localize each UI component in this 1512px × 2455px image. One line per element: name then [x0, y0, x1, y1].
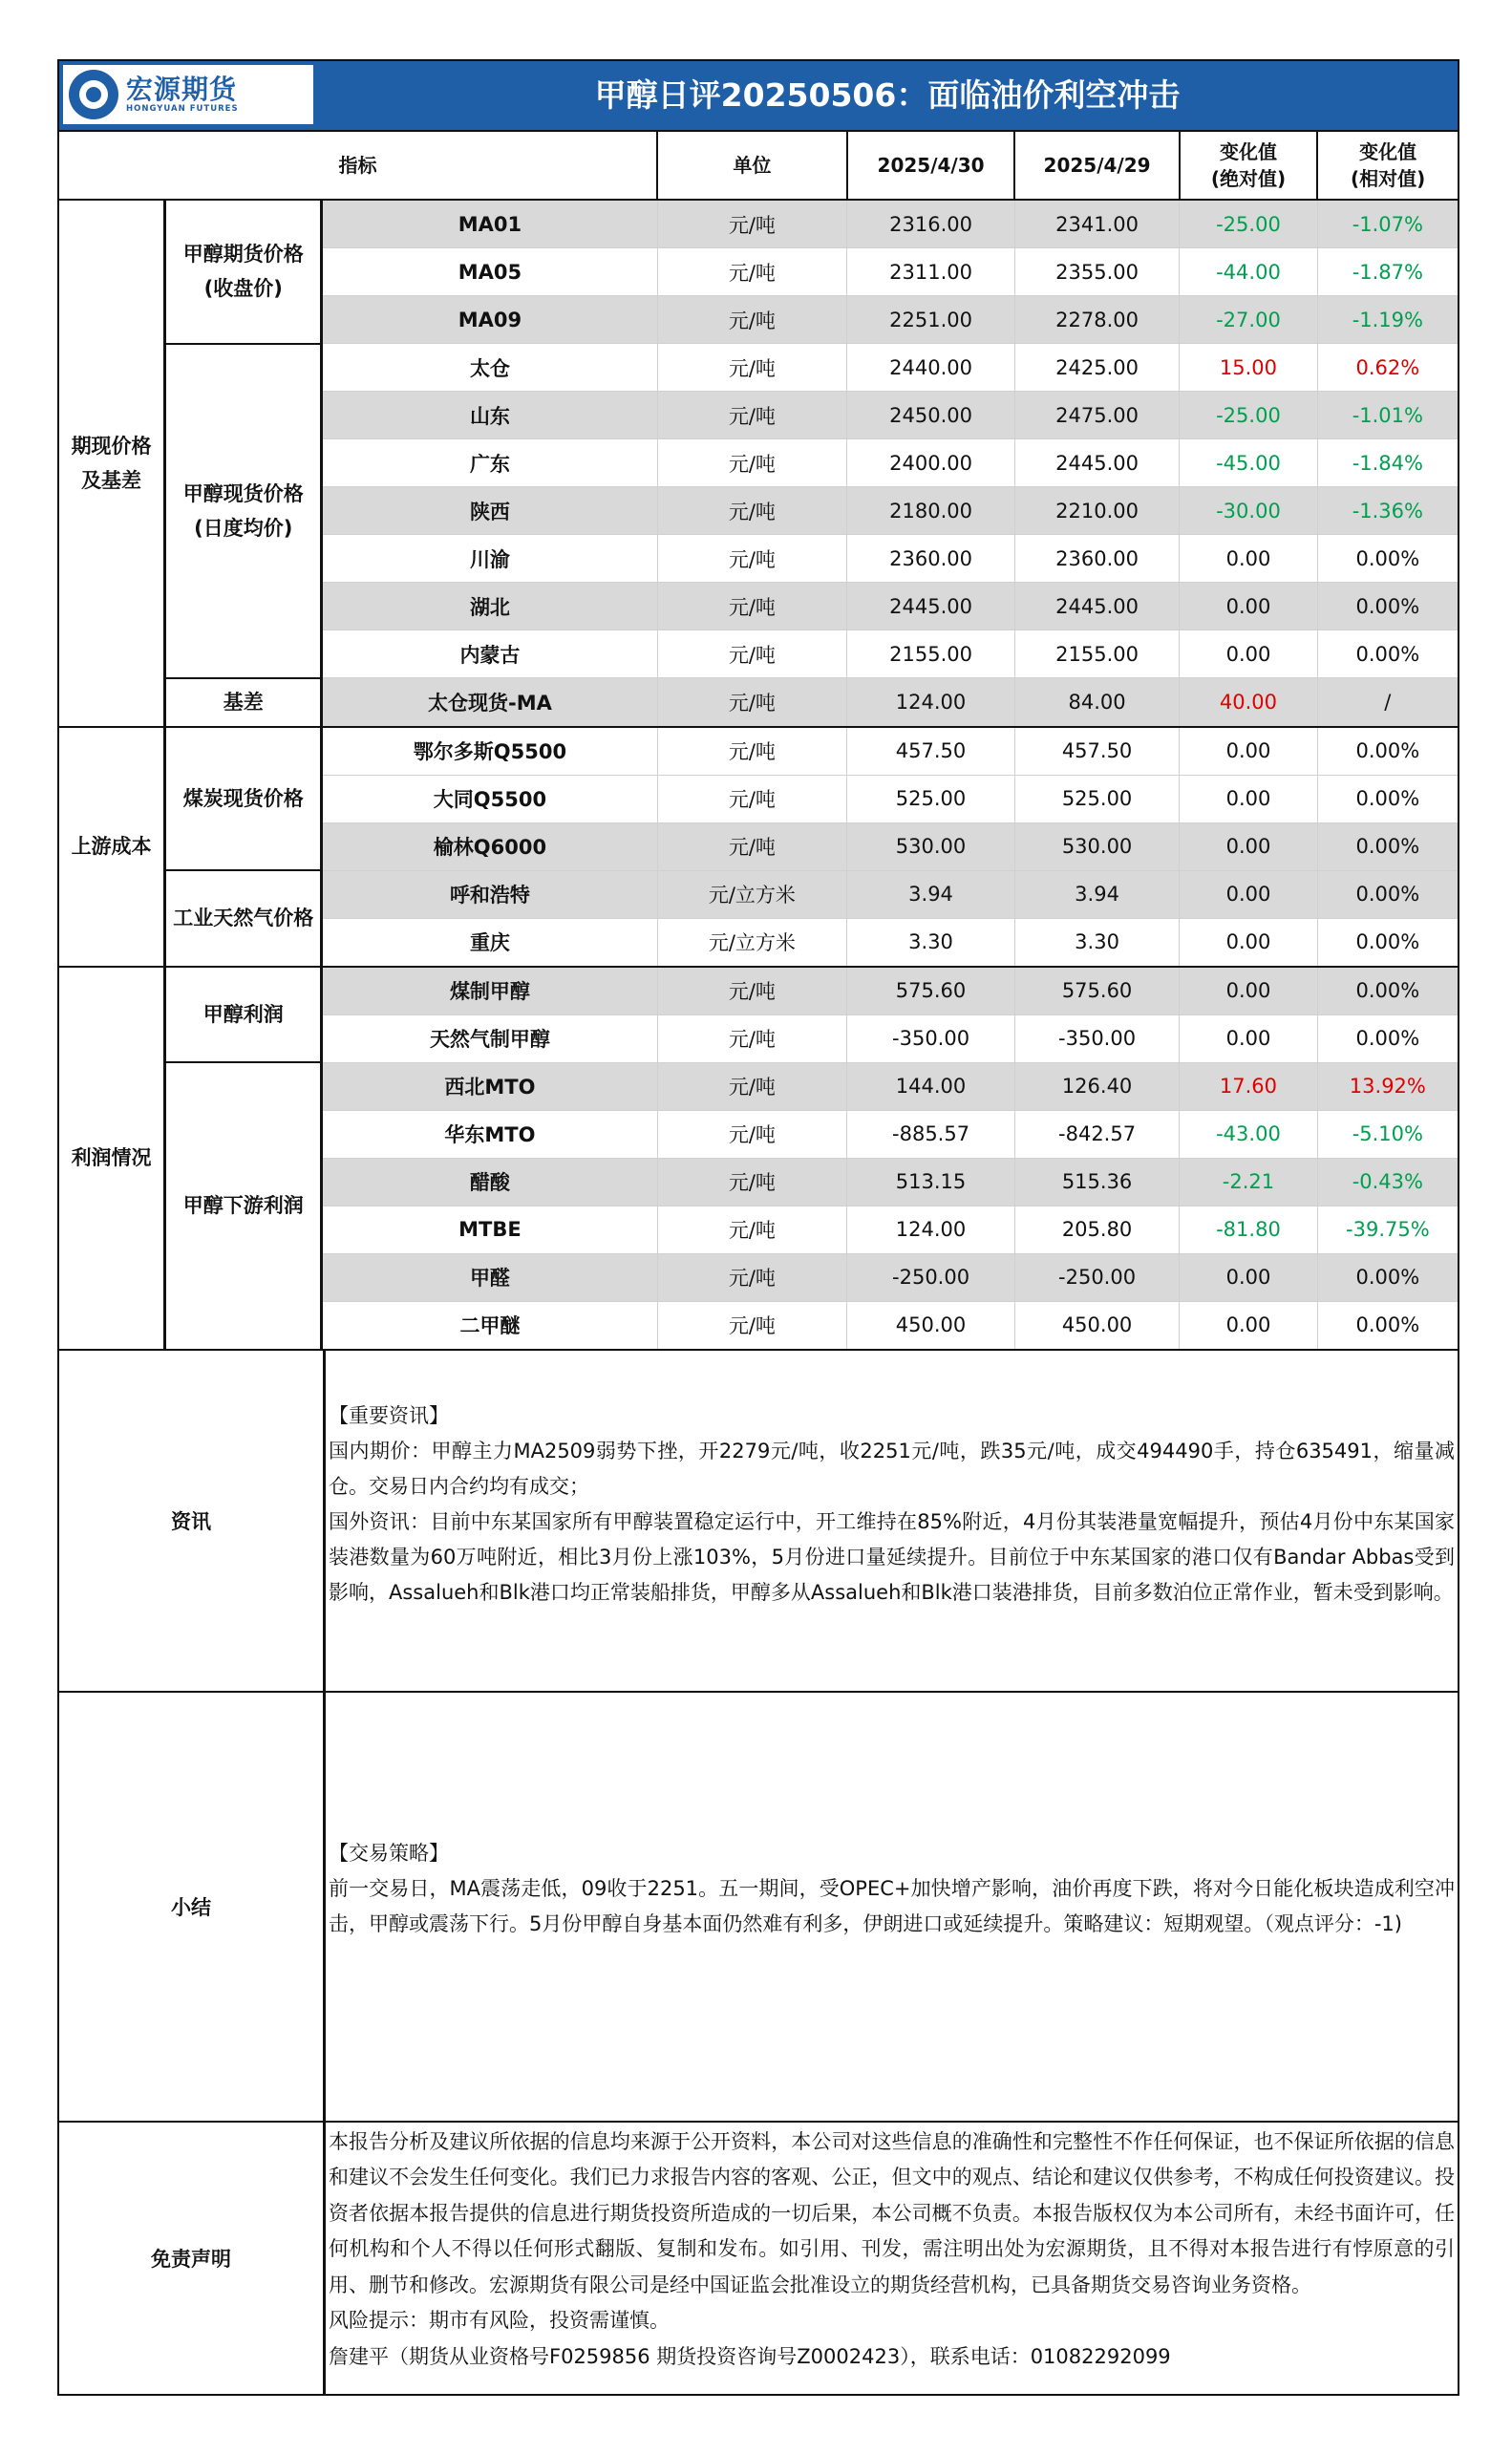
value-date2: 84.00 [1014, 678, 1179, 727]
unit-cell: 元/吨 [657, 487, 847, 535]
value-date2: -350.00 [1014, 1014, 1179, 1062]
table-row [58, 1062, 1459, 1110]
change-abs: 0.00 [1180, 535, 1317, 583]
indicator-name: 重庆 [322, 918, 657, 967]
logo-cn: 宏源期货 [126, 74, 238, 105]
summary-section [57, 1693, 1459, 2123]
change-abs: 0.00 [1180, 1014, 1317, 1062]
value-date2: -250.00 [1014, 1253, 1179, 1301]
indicator-name: 山东 [322, 392, 657, 439]
change-rel: -1.87% [1317, 248, 1459, 296]
table-row [58, 200, 1459, 248]
value-date2: 450.00 [1014, 1301, 1179, 1350]
change-abs: 0.00 [1180, 1301, 1317, 1350]
unit-cell: 元/吨 [657, 1301, 847, 1350]
indicator-name: 榆林Q6000 [322, 822, 657, 870]
unit-cell: 元/吨 [657, 1158, 847, 1206]
indicator-name: MTBE [322, 1206, 657, 1253]
change-abs: 15.00 [1180, 344, 1317, 392]
change-rel: 0.00% [1317, 918, 1459, 967]
indicator-name: 鄂尔多斯Q5500 [322, 727, 657, 776]
change-rel: -5.10% [1317, 1110, 1459, 1158]
change-rel: 0.00% [1317, 967, 1459, 1015]
news-heading: 【重要资讯】 [329, 1403, 449, 1427]
value-date1: 2251.00 [847, 296, 1015, 344]
value-date1: 3.30 [847, 918, 1015, 967]
change-rel: 0.00% [1317, 630, 1459, 678]
summary-text: 前一交易日，MA震荡走低，09收于2251。五一期间，受OPEC+加快增产影响，油价再度下跌，将对今日能化板块造成利空冲击，甲醇或震荡下行。5月份甲醇自身基本面仍然难有利多，伊朗进口或延续提升。策略建议：短期观望。（观点评分：-1) [329, 1876, 1455, 1935]
risk-warning: 风险提示：期市有风险，投资需谨慎。 [329, 2309, 670, 2332]
indicator-name: 湖北 [322, 583, 657, 630]
logo-mark-icon [69, 70, 118, 119]
subgroup-cell: 煤炭现货价格 [165, 727, 322, 871]
change-abs: -27.00 [1180, 296, 1317, 344]
change-abs: -45.00 [1180, 439, 1317, 487]
change-abs: -43.00 [1180, 1110, 1317, 1158]
unit-cell: 元/立方米 [657, 870, 847, 918]
change-rel: 13.92% [1317, 1062, 1459, 1110]
value-date1: 124.00 [847, 1206, 1015, 1253]
table-row [58, 727, 1459, 776]
change-rel: -1.84% [1317, 439, 1459, 487]
change-abs: -2.21 [1180, 1158, 1317, 1206]
indicator-name: 太仓 [322, 344, 657, 392]
unit-cell: 元/吨 [657, 630, 847, 678]
value-date1: 513.15 [847, 1158, 1015, 1206]
indicator-name: MA05 [322, 248, 657, 296]
value-date2: 2445.00 [1014, 439, 1179, 487]
unit-cell: 元/吨 [657, 344, 847, 392]
disclaimer-label: 免责声明 [59, 2123, 326, 2394]
value-date2: 2210.00 [1014, 487, 1179, 535]
change-rel: 0.00% [1317, 1014, 1459, 1062]
change-rel: -1.01% [1317, 392, 1459, 439]
report-header [57, 59, 1459, 130]
value-date1: 530.00 [847, 822, 1015, 870]
col-date2: 2025/4/29 [1014, 131, 1179, 200]
change-abs: -81.80 [1180, 1206, 1317, 1253]
indicator-name: 内蒙古 [322, 630, 657, 678]
indicator-name: 华东MTO [322, 1110, 657, 1158]
unit-cell: 元/吨 [657, 392, 847, 439]
change-rel: -39.75% [1317, 1206, 1459, 1253]
change-rel: -1.19% [1317, 296, 1459, 344]
change-rel: 0.00% [1317, 535, 1459, 583]
value-date2: 457.50 [1014, 727, 1179, 776]
news-label: 资讯 [59, 1351, 326, 1691]
table-row [58, 678, 1459, 727]
change-rel: 0.00% [1317, 727, 1459, 776]
unit-cell: 元/吨 [657, 1110, 847, 1158]
table-header-row [58, 131, 1459, 200]
value-date1: -885.57 [847, 1110, 1015, 1158]
indicator-name: 大同Q5500 [322, 775, 657, 822]
author-line: 詹建平（期货从业资格号F0259856 期货投资咨询号Z0002423），联系电话：01082292099 [329, 2344, 1171, 2368]
value-date1: 2440.00 [847, 344, 1015, 392]
value-date2: 2355.00 [1014, 248, 1179, 296]
unit-cell: 元/吨 [657, 583, 847, 630]
news-domestic: 国内期价：甲醇主力MA2509弱势下挫，开2279元/吨，收2251元/吨，跌35元/吨，成交494490手，持仓635491，缩量减仓。交易日内合约均有成交； [329, 1439, 1455, 1498]
unit-cell: 元/吨 [657, 678, 847, 727]
col-indicator: 指标 [58, 131, 657, 200]
col-unit: 单位 [657, 131, 847, 200]
category-cell: 上游成本 [58, 727, 165, 967]
indicator-name: 呼和浩特 [322, 870, 657, 918]
unit-cell: 元/吨 [657, 535, 847, 583]
indicator-name: 陕西 [322, 487, 657, 535]
value-date1: 2445.00 [847, 583, 1015, 630]
disclaimer-section [57, 2123, 1459, 2396]
value-date1: 2400.00 [847, 439, 1015, 487]
change-rel: -1.36% [1317, 487, 1459, 535]
change-abs: -30.00 [1180, 487, 1317, 535]
summary-label: 小结 [59, 1693, 326, 2121]
indicator-name: 广东 [322, 439, 657, 487]
change-abs: 0.00 [1180, 870, 1317, 918]
company-logo [63, 65, 313, 124]
indicator-name: MA01 [322, 200, 657, 248]
news-foreign: 国外资讯：目前中东某国家所有甲醇装置稳定运行中，开工维持在85%附近，4月份其装港量宽幅提升，预估4月份中东某国家装港数量为60万吨附近，相比3月份上涨103%，5月份进口量延续提升。目前位于中东某国家的港口仅有Bandar Abbas受到影响，Assalueh和Blk港口均正常装船排货，甲醇多从Assalueh和Blk港口装港排货，目前多数泊位正常作业，暂未受到影响。 [329, 1509, 1455, 1604]
value-date2: 2341.00 [1014, 200, 1179, 248]
value-date2: 205.80 [1014, 1206, 1179, 1253]
value-date1: 2360.00 [847, 535, 1015, 583]
change-abs: -25.00 [1180, 392, 1317, 439]
value-date1: 2316.00 [847, 200, 1015, 248]
unit-cell: 元/吨 [657, 727, 847, 776]
value-date1: 575.60 [847, 967, 1015, 1015]
col-rel: 变化值 (相对值) [1317, 131, 1459, 200]
unit-cell: 元/吨 [657, 775, 847, 822]
col-abs: 变化值 (绝对值) [1180, 131, 1317, 200]
unit-cell: 元/吨 [657, 1062, 847, 1110]
change-abs: 0.00 [1180, 1253, 1317, 1301]
change-abs: 40.00 [1180, 678, 1317, 727]
value-date2: 2360.00 [1014, 535, 1179, 583]
value-date1: 2311.00 [847, 248, 1015, 296]
change-abs: 0.00 [1180, 967, 1317, 1015]
change-rel: / [1317, 678, 1459, 727]
data-table [57, 130, 1459, 1351]
change-abs: 0.00 [1180, 822, 1317, 870]
indicator-name: 太仓现货-MA [322, 678, 657, 727]
unit-cell: 元/吨 [657, 248, 847, 296]
indicator-name: MA09 [322, 296, 657, 344]
report-title: 甲醇日评20250506：面临油价利空冲击 [594, 76, 1181, 114]
indicator-name: 川渝 [322, 535, 657, 583]
unit-cell: 元/吨 [657, 296, 847, 344]
indicator-name: 煤制甲醇 [322, 967, 657, 1015]
unit-cell: 元/吨 [657, 1206, 847, 1253]
logo-en: HONGYUAN FUTURES [126, 104, 239, 114]
value-date2: 2278.00 [1014, 296, 1179, 344]
subgroup-cell: 基差 [165, 678, 322, 727]
unit-cell: 元/吨 [657, 1253, 847, 1301]
change-abs: 0.00 [1180, 583, 1317, 630]
subgroup-cell: 甲醇利润 [165, 967, 322, 1063]
unit-cell: 元/吨 [657, 200, 847, 248]
category-cell: 利润情况 [58, 967, 165, 1350]
report-sheet [57, 59, 1459, 2396]
subgroup-cell: 工业天然气价格 [165, 870, 322, 967]
indicator-name: 甲醛 [322, 1253, 657, 1301]
value-date2: 3.30 [1014, 918, 1179, 967]
subgroup-cell: 甲醇现货价格 (日度均价) [165, 344, 322, 678]
change-rel: -1.07% [1317, 200, 1459, 248]
value-date2: 3.94 [1014, 870, 1179, 918]
col-date1: 2025/4/30 [847, 131, 1015, 200]
change-rel: 0.00% [1317, 583, 1459, 630]
change-abs: 0.00 [1180, 727, 1317, 776]
change-abs: -25.00 [1180, 200, 1317, 248]
subgroup-cell: 甲醇下游利润 [165, 1062, 322, 1350]
unit-cell: 元/吨 [657, 1014, 847, 1062]
change-rel: 0.00% [1317, 1301, 1459, 1350]
category-cell: 期现价格 及基差 [58, 200, 165, 727]
value-date2: 2475.00 [1014, 392, 1179, 439]
value-date2: 2425.00 [1014, 344, 1179, 392]
change-abs: 0.00 [1180, 918, 1317, 967]
subgroup-cell: 甲醇期货价格 (收盘价) [165, 200, 322, 344]
change-rel: -0.43% [1317, 1158, 1459, 1206]
table-row [58, 967, 1459, 1015]
value-date2: -842.57 [1014, 1110, 1179, 1158]
indicator-name: 天然气制甲醇 [322, 1014, 657, 1062]
change-rel: 0.00% [1317, 775, 1459, 822]
value-date1: -350.00 [847, 1014, 1015, 1062]
value-date2: 2155.00 [1014, 630, 1179, 678]
value-date2: 575.60 [1014, 967, 1179, 1015]
table-row [58, 344, 1459, 392]
value-date1: -250.00 [847, 1253, 1015, 1301]
unit-cell: 元/立方米 [657, 918, 847, 967]
unit-cell: 元/吨 [657, 967, 847, 1015]
value-date1: 457.50 [847, 727, 1015, 776]
value-date1: 2155.00 [847, 630, 1015, 678]
value-date2: 126.40 [1014, 1062, 1179, 1110]
value-date1: 2180.00 [847, 487, 1015, 535]
value-date1: 525.00 [847, 775, 1015, 822]
value-date1: 2450.00 [847, 392, 1015, 439]
value-date1: 3.94 [847, 870, 1015, 918]
unit-cell: 元/吨 [657, 822, 847, 870]
value-date2: 530.00 [1014, 822, 1179, 870]
unit-cell: 元/吨 [657, 439, 847, 487]
news-section [57, 1351, 1459, 1693]
value-date2: 515.36 [1014, 1158, 1179, 1206]
indicator-name: 二甲醚 [322, 1301, 657, 1350]
change-abs: -44.00 [1180, 248, 1317, 296]
summary-heading: 【交易策略】 [329, 1841, 449, 1865]
value-date2: 525.00 [1014, 775, 1179, 822]
indicator-name: 西北MTO [322, 1062, 657, 1110]
change-rel: 0.00% [1317, 822, 1459, 870]
value-date2: 2445.00 [1014, 583, 1179, 630]
change-rel: 0.62% [1317, 344, 1459, 392]
change-abs: 0.00 [1180, 775, 1317, 822]
table-row [58, 870, 1459, 918]
change-rel: 0.00% [1317, 1253, 1459, 1301]
value-date1: 124.00 [847, 678, 1015, 727]
value-date1: 144.00 [847, 1062, 1015, 1110]
value-date1: 450.00 [847, 1301, 1015, 1350]
change-abs: 0.00 [1180, 630, 1317, 678]
disclaimer-text: 本报告分析及建议所依据的信息均来源于公开资料，本公司对这些信息的准确性和完整性不作任何保证，也不保证所依据的信息和建议不会发生任何变化。我们已力求报告内容的客观、公正，但文中的观点、结论和建议仅供参考，不构成任何投资建议。投资者依据本报告提供的信息进行期货投资所造成的一切后果，本公司概不负责。本报告版权仅为本公司所有，未经书面许可，任何机构和个人不得以任何形式翻版、复制和发布。如引用、刊发，需注明出处为宏源期货，且不得对本报告进行有悖原意的引用、删节和修改。宏源期货有限公司是经中国证监会批准设立的期货经营机构，已具备期货交易咨询业务资格。 [329, 2129, 1455, 2296]
change-rel: 0.00% [1317, 870, 1459, 918]
indicator-name: 醋酸 [322, 1158, 657, 1206]
change-abs: 17.60 [1180, 1062, 1317, 1110]
